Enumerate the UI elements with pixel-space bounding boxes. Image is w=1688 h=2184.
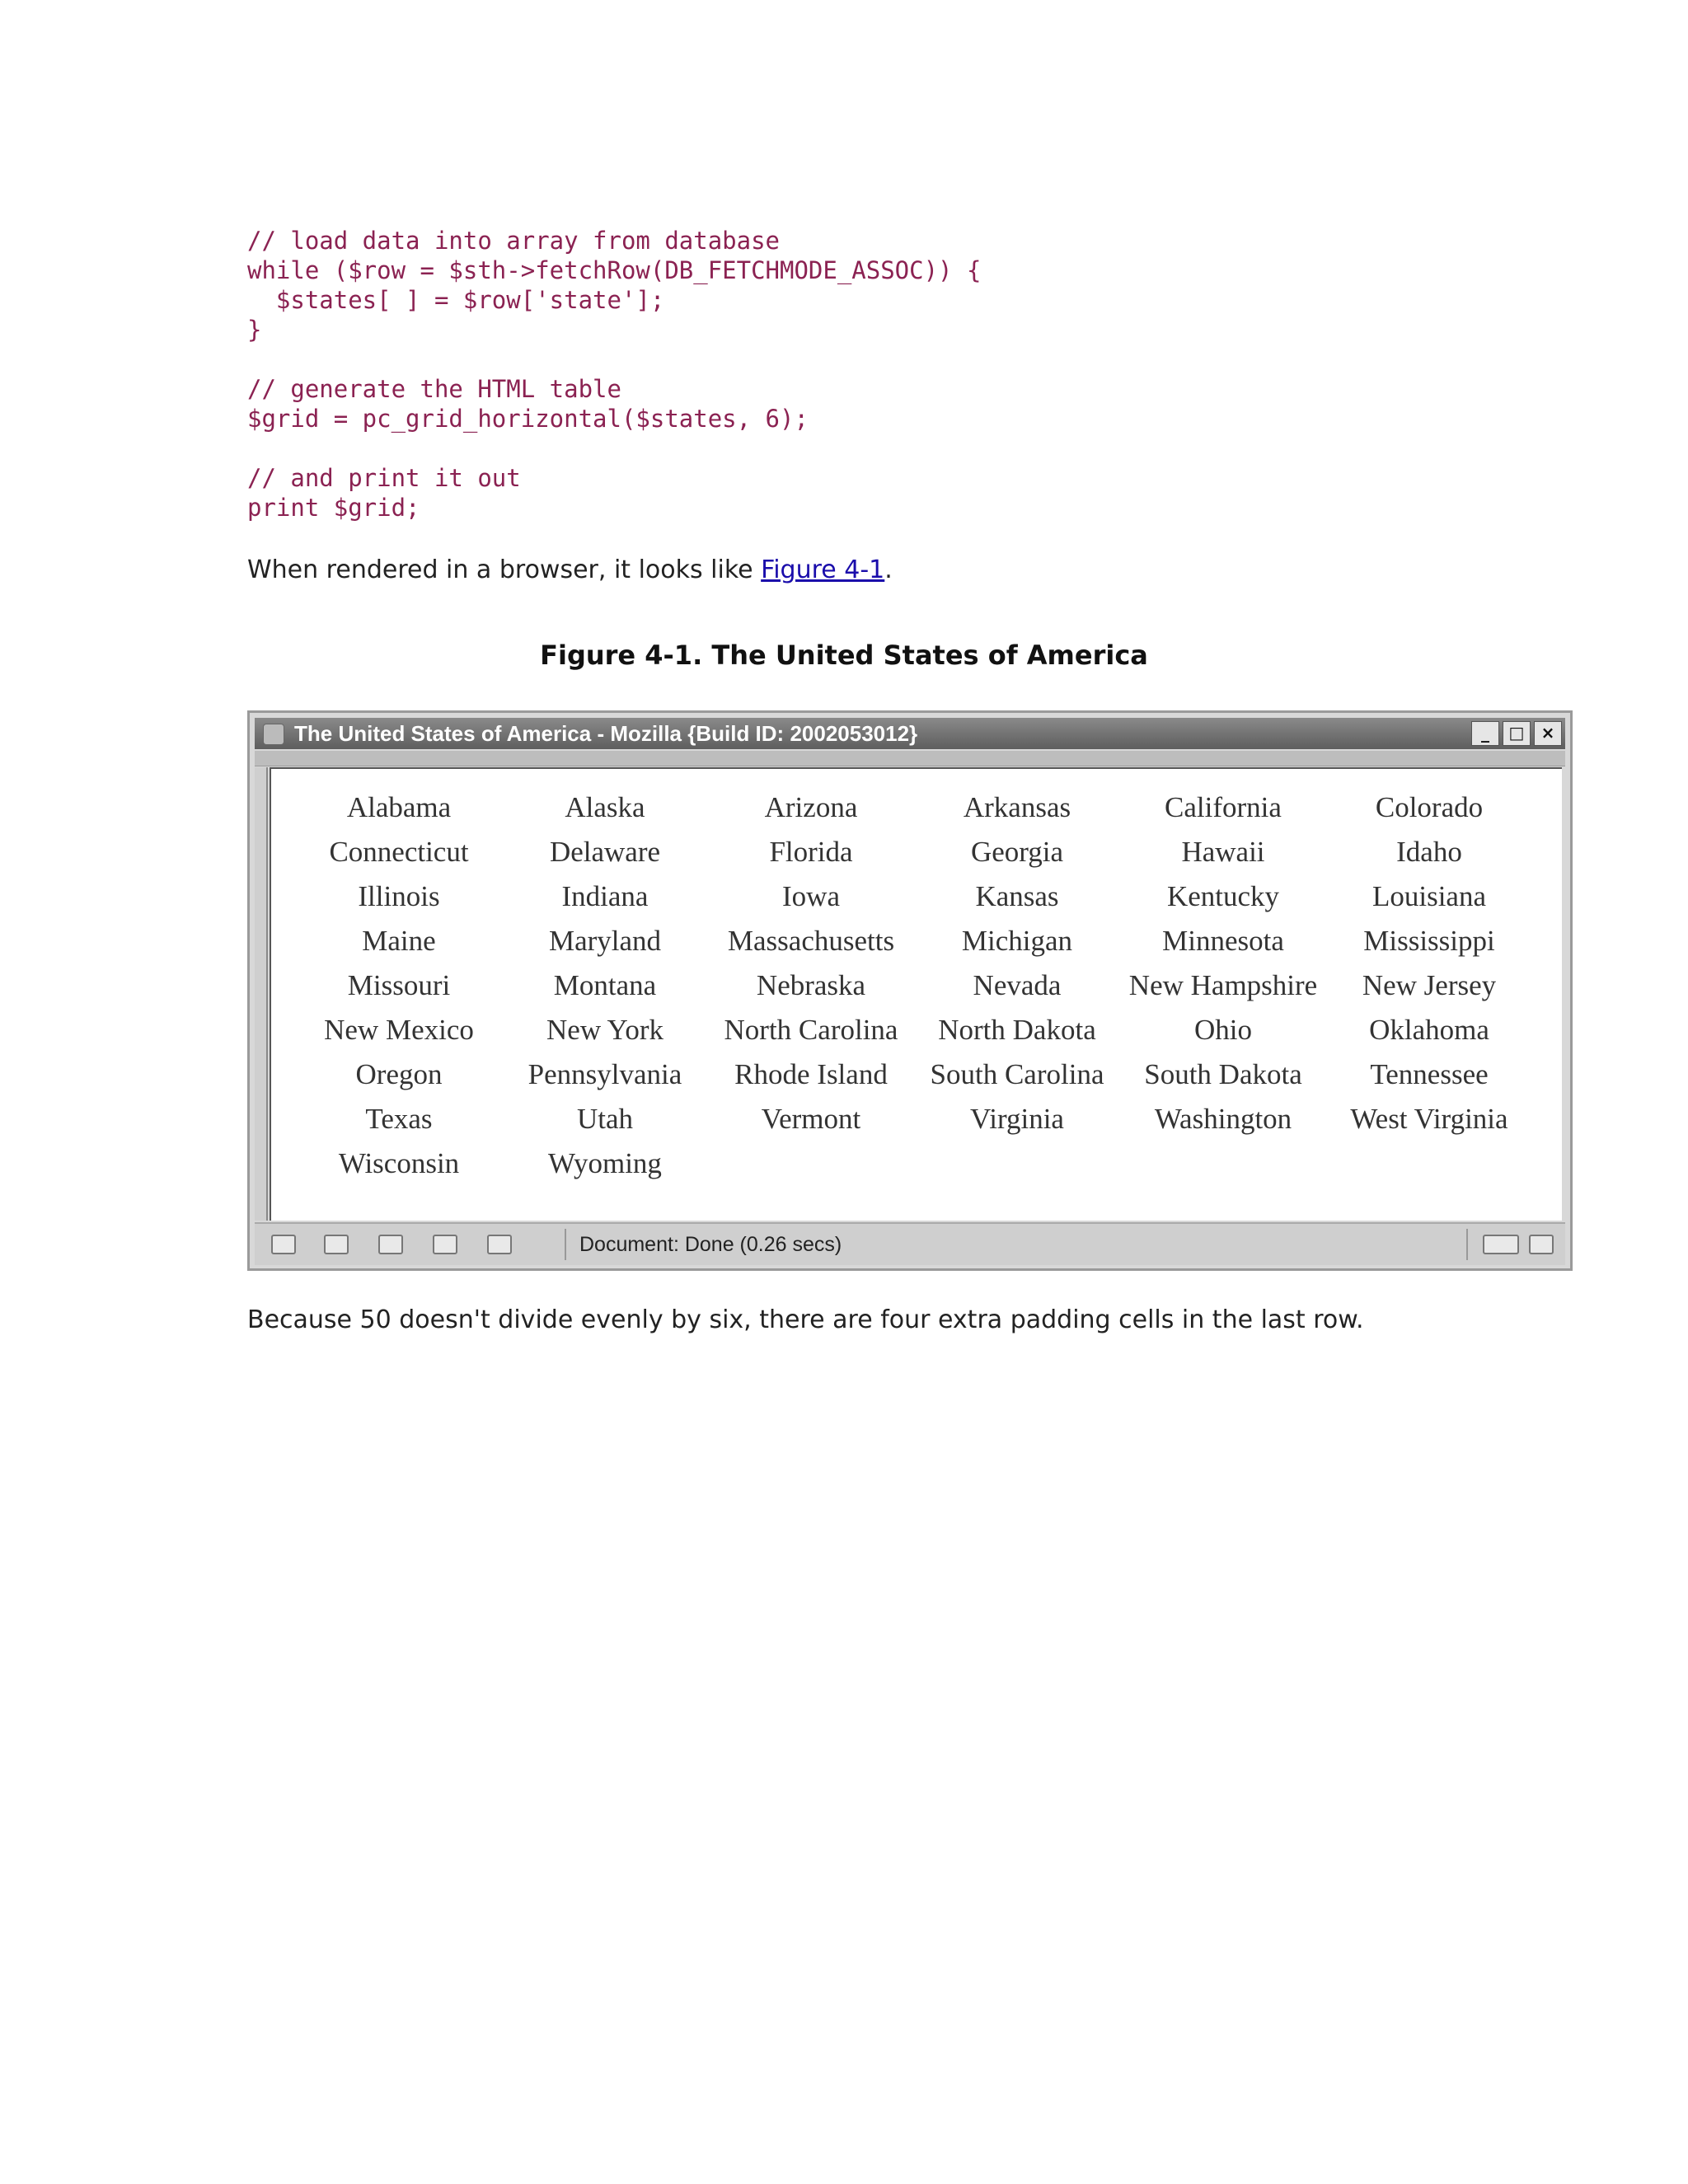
state-cell: Oregon bbox=[355, 1058, 443, 1090]
state-cell: Connecticut bbox=[329, 836, 469, 868]
state-cell: Rhode Island bbox=[734, 1058, 888, 1090]
state-cell: Mississippi bbox=[1363, 925, 1495, 957]
state-cell: Vermont bbox=[761, 1103, 861, 1135]
page-content bbox=[270, 767, 1562, 1221]
state-cell: Iowa bbox=[782, 880, 840, 912]
state-cell: North Dakota bbox=[938, 1014, 1096, 1046]
maximize-icon: □ bbox=[1503, 721, 1531, 746]
state-cell: Colorado bbox=[1375, 791, 1484, 823]
state-cell: Oklahoma bbox=[1369, 1014, 1489, 1046]
browser-window-screenshot bbox=[247, 710, 1573, 1271]
padding-cell bbox=[708, 1141, 914, 1186]
state-cell: New York bbox=[546, 1014, 663, 1046]
navigator-icon bbox=[271, 1235, 296, 1254]
state-cell: North Carolina bbox=[724, 1014, 898, 1046]
state-cell: Massachusetts bbox=[727, 925, 895, 957]
code-line: while ($row = $sth->fetchRow(DB_FETCHMODE_ASSOC)) { bbox=[247, 256, 982, 284]
security-lock-icon bbox=[1529, 1235, 1554, 1254]
address-book-icon bbox=[433, 1235, 457, 1254]
table-row bbox=[296, 1052, 1532, 1097]
padding-cell bbox=[914, 1141, 1120, 1186]
state-cell: Nevada bbox=[973, 969, 1062, 1001]
state-cell: Texas bbox=[365, 1103, 433, 1135]
state-cell: Hawaii bbox=[1181, 836, 1265, 868]
state-cell: Kansas bbox=[975, 880, 1059, 912]
code-line: print $grid; bbox=[247, 494, 420, 522]
toolbar-strip bbox=[255, 751, 1565, 766]
code-line: $grid = pc_grid_horizontal($states, 6); bbox=[247, 405, 809, 433]
intro-text: When rendered in a browser, it looks like bbox=[247, 555, 762, 584]
state-cell: Virginia bbox=[970, 1103, 1064, 1135]
state-cell: Arkansas bbox=[963, 791, 1071, 823]
window-controls bbox=[1471, 721, 1562, 746]
table-row bbox=[296, 874, 1532, 919]
table-row bbox=[296, 919, 1532, 963]
state-cell: Tennessee bbox=[1370, 1058, 1489, 1090]
state-cell: New Mexico bbox=[324, 1014, 474, 1046]
state-cell: Utah bbox=[576, 1103, 634, 1135]
state-cell: South Dakota bbox=[1144, 1058, 1302, 1090]
mail-icon bbox=[324, 1235, 349, 1254]
code-line bbox=[247, 344, 1566, 374]
table-row bbox=[296, 830, 1532, 874]
state-cell: Nebraska bbox=[756, 969, 866, 1001]
intro-period: . bbox=[884, 555, 893, 584]
state-cell: New Jersey bbox=[1362, 969, 1497, 1001]
code-line: // and print it out bbox=[247, 464, 521, 492]
sidebar-grippy bbox=[255, 767, 268, 1221]
code-line bbox=[247, 434, 1566, 463]
close-icon: × bbox=[1534, 721, 1562, 746]
state-cell: Maryland bbox=[548, 925, 662, 957]
status-bar bbox=[255, 1222, 1565, 1265]
code-line: } bbox=[247, 316, 262, 344]
state-cell: Alabama bbox=[346, 791, 452, 823]
state-cell: Minnesota bbox=[1162, 925, 1284, 957]
state-cell: Louisiana bbox=[1372, 880, 1487, 912]
table-row bbox=[296, 1141, 1532, 1186]
padding-cell bbox=[1120, 1141, 1326, 1186]
table-row bbox=[296, 963, 1532, 1008]
state-cell: Kentucky bbox=[1166, 880, 1280, 912]
state-cell: Florida bbox=[769, 836, 853, 868]
state-cell: Georgia bbox=[970, 836, 1064, 868]
mozilla-app-icon bbox=[263, 724, 284, 745]
code-line: $states[ ] = $row['state']; bbox=[247, 286, 665, 314]
state-cell: Indiana bbox=[561, 880, 649, 912]
table-row bbox=[296, 785, 1532, 830]
state-cell: Pennsylvania bbox=[528, 1058, 682, 1090]
status-divider bbox=[1466, 1229, 1468, 1260]
padding-cell bbox=[1326, 1141, 1532, 1186]
composer-icon bbox=[378, 1235, 403, 1254]
states-table bbox=[296, 785, 1532, 1186]
code-line: // load data into array from database bbox=[247, 227, 781, 255]
state-cell: Montana bbox=[553, 969, 657, 1001]
state-cell: Arizona bbox=[764, 791, 858, 823]
outro-paragraph: Because 50 doesn't divide evenly by six, there are four extra padding cells in the last row. bbox=[247, 1305, 1364, 1334]
state-cell: Missouri bbox=[347, 969, 451, 1001]
status-text: Document: Done (0.26 secs) bbox=[579, 1233, 842, 1256]
state-cell: New Hampshire bbox=[1128, 969, 1318, 1001]
state-cell: California bbox=[1165, 791, 1282, 823]
state-cell: Ohio bbox=[1194, 1014, 1252, 1046]
chat-icon bbox=[487, 1235, 512, 1254]
state-cell: Maine bbox=[362, 925, 436, 957]
state-cell: Wyoming bbox=[548, 1147, 662, 1179]
state-cell: Alaska bbox=[565, 791, 645, 823]
window-titlebar bbox=[255, 718, 1565, 749]
online-status-icon bbox=[1483, 1235, 1519, 1254]
code-line: // generate the HTML table bbox=[247, 375, 621, 403]
figure-title: Figure 4-1. The United States of America bbox=[540, 640, 1148, 671]
state-cell: Washington bbox=[1154, 1103, 1292, 1135]
minimize-icon: _ bbox=[1471, 721, 1499, 746]
state-cell: West Virginia bbox=[1350, 1103, 1508, 1135]
intro-paragraph bbox=[247, 554, 1566, 587]
status-divider bbox=[565, 1229, 566, 1260]
state-cell: Illinois bbox=[358, 880, 440, 912]
state-cell: Michigan bbox=[961, 925, 1073, 957]
state-cell: Wisconsin bbox=[338, 1147, 460, 1179]
code-block bbox=[247, 226, 1566, 523]
figure-link[interactable]: Figure 4-1 bbox=[761, 555, 885, 584]
table-row bbox=[296, 1008, 1532, 1052]
state-cell: Delaware bbox=[549, 836, 661, 868]
window-title: The United States of America - Mozilla {Build ID: 2002053012} bbox=[294, 721, 918, 746]
state-cell: Idaho bbox=[1396, 836, 1462, 868]
state-cell: South Carolina bbox=[930, 1058, 1104, 1090]
table-row bbox=[296, 1097, 1532, 1141]
